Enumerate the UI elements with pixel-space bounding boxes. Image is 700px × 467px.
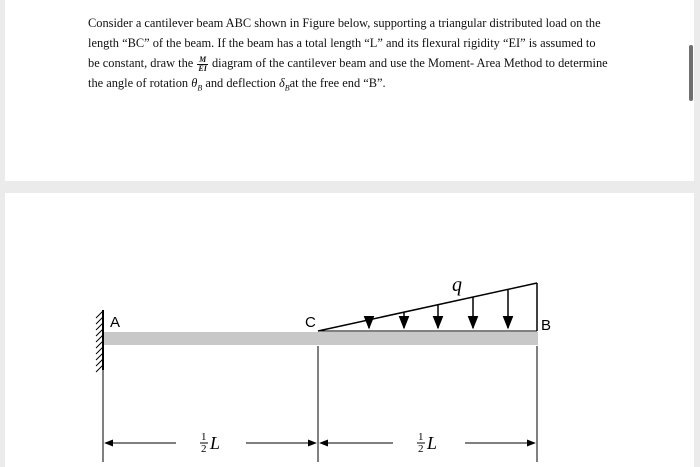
question-line-2: length “BC” of the beam. If the beam has a total length “L” and its flexural rigidity “EI” is assumed to — [88, 36, 596, 50]
theta-b-symbol: $\theta_B$ — [191, 76, 203, 93]
fraction-numerator: M — [199, 54, 207, 64]
load-label-q: q — [452, 274, 462, 296]
svg-text:2: 2 — [201, 443, 207, 455]
dimension-left-label — [200, 431, 220, 455]
question-line-1: Consider a cantilever beam ABC shown in Figure below, supporting a triangular distributed load on the — [88, 16, 601, 30]
fraction-denominator: EI — [198, 63, 207, 73]
question-line-3-start: be constant, draw the — [88, 56, 194, 70]
triangular-load — [318, 283, 537, 331]
svg-text:1: 1 — [201, 431, 207, 443]
load-arrows — [369, 290, 508, 328]
label-a: A — [110, 314, 121, 331]
svg-text:1: 1 — [418, 431, 424, 443]
question-line-4-start: the angle of rotation — [88, 76, 189, 90]
label-b: B — [541, 317, 552, 334]
svg-text:2: 2 — [418, 443, 424, 455]
dimension-extension-lines — [103, 346, 537, 462]
question-line-3-end: diagram of the cantilever beam and use the Moment- Area Method to determine — [211, 56, 608, 70]
question-line-4-mid: and deflection — [205, 76, 276, 90]
fixed-support — [96, 310, 103, 372]
label-c: C — [305, 314, 316, 331]
dimension-right-label — [417, 431, 437, 455]
svg-text:L: L — [427, 433, 438, 453]
question-line-4-end: at the free end “B”. — [289, 76, 386, 90]
svg-text:L: L — [210, 433, 221, 453]
delta-b-symbol: $\delta_B$ — [278, 76, 290, 93]
beam — [104, 332, 538, 345]
